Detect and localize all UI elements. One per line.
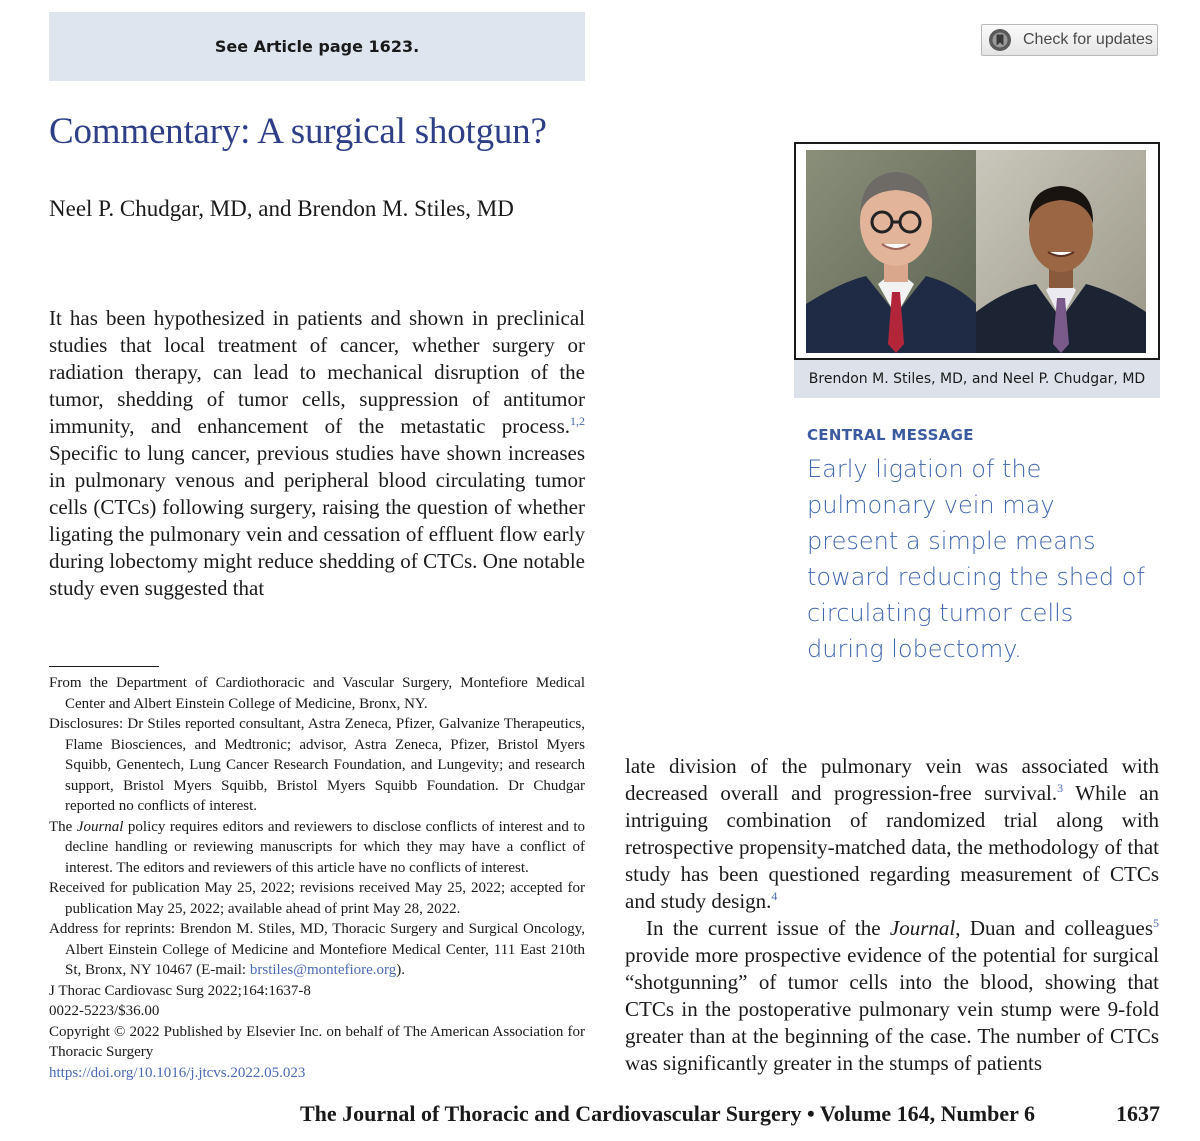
journal-italic: Journal: [889, 916, 956, 940]
body-text: late division of the pulmonary vein was associated with decreased overall and progression-free survival.: [625, 754, 1159, 805]
central-message-text: Early ligation of the pulmonary vein may present a simple means toward reducing the shed of circulating tumor cells during lobectomy.: [807, 455, 1145, 663]
author-photo-frame: [794, 142, 1160, 360]
address-note: Address for reprints: Brendon M. Stiles, MD, Thoracic Surgery and Surgical Oncology, Albert Einstein College of Medicine and Montefiore Medical Center, 111 East 210th St, Bronx, NY 10467 (E-mail: brstiles@montefiore.org).: [49, 921, 585, 978]
footer-journal: The Journal of Thoracic and Cardiovascular Surgery • Volume 164, Number 6: [300, 1101, 1035, 1126]
citation-note: J Thorac Cardiovasc Surg 2022;164:1637-8: [49, 982, 311, 999]
reference-link[interactable]: 1,2: [570, 414, 585, 428]
bookmark-circle-icon: [988, 28, 1012, 52]
doi-link-line: [49, 1063, 585, 1084]
reference-link[interactable]: 5: [1153, 916, 1159, 930]
article-title: Commentary: A surgical shotgun?: [49, 111, 547, 152]
disclosures-note: Disclosures: Dr Stiles reported consultant, Astra Zeneca, Pfizer, Galvanize Therapeutics, Flame Biosciences, and Medtronic; advisor, Astra Zeneca, Pfizer, Bristol Myers Squibb, Genentech, Lung Cancer Research Foundation, and Lungevity; and research support, Bristol Myers Squibb, Bristol Myers Squibb Foundation. Dr Chudgar reported no conflicts of interest.: [49, 716, 585, 814]
see-article-banner: [49, 12, 585, 81]
body-text: Specific to lung cancer, previous studies have shown increases in pulmonary venous and peripheral blood circulating tumor cells (CTCs) following surgery, raising the question of whether ligating the pulmonary vein and cessation of effluent flow early during lobectomy might reduce shedding of CTCs. One notable study even suggested that: [49, 441, 585, 600]
footnotes: [49, 673, 585, 1083]
body-column-right: [625, 753, 1159, 1077]
reference-link[interactable]: 3: [1057, 781, 1064, 795]
article-authors: Neel P. Chudgar, MD, and Brendon M. Stiles, MD: [49, 196, 514, 221]
email-link[interactable]: brstiles@montefiore.org: [249, 962, 397, 978]
check-for-updates-button[interactable]: [981, 24, 1158, 56]
body-text: In the current issue of the: [646, 916, 890, 940]
page-footer: [300, 1101, 1160, 1127]
author-photo: [796, 144, 1158, 358]
body-text: provide more prospective evidence of the potential for surgical “shotgunning” of tumor cells into the blood, showing that CTCs in the postoperative pulmonary vein stump were 9-fold greater than at the beginning of the case. The number of CTCs was significantly greater in the stumps of patients: [625, 943, 1159, 1075]
see-article-link[interactable]: See Article page 1623.: [214, 37, 420, 56]
issn-note: 0022-5223/$36.00: [49, 1003, 160, 1019]
footnote-divider: [49, 666, 159, 667]
copyright-note: Copyright © 2022 Published by Elsevier Inc. on behalf of The American Association for Thoracic Surgery: [49, 1023, 585, 1060]
photo-caption: Brendon M. Stiles, MD, and Neel P. Chudgar, MD: [794, 360, 1160, 398]
body-column-left: [49, 305, 585, 602]
body-text: It has been hypothesized in patients and shown in preclinical studies that local treatment of cancer, whether surgery or radiation therapy, can lead to mechanical disruption of the tumor, shedding of tumor cells, suppression of antitumor immunity, and enhancement of the metastatic process.: [49, 306, 585, 438]
policy-note: The Journal policy requires editors and reviewers to disclose conflicts of interest and to decline handling or reviewing manuscripts for which they may have a conflict of interest. The editors and reviewers of this article have no conflicts of interest.: [49, 818, 586, 876]
body-text: , Duan and colleagues: [955, 916, 1153, 940]
doi-link[interactable]: https://doi.org/10.1016/j.jtcvs.2022.05.023: [49, 1064, 306, 1081]
check-for-updates-label: Check for updates: [1023, 31, 1153, 48]
central-message-label: CENTRAL MESSAGE: [807, 426, 974, 444]
page-number: 1637: [1116, 1101, 1160, 1126]
received-note: Received for publication May 25, 2022; revisions received May 25, 2022; accepted for publication May 25, 2022; available ahead of print May 28, 2022.: [49, 880, 585, 917]
affiliation-note: From the Department of Cardiothoracic and Vascular Surgery, Montefiore Medical Center and Albert Einstein College of Medicine, Bronx, NY.: [49, 675, 585, 712]
body-text: While an intriguing combination of randomized trial along with retrospective propensity-matched data, the methodology of that study has been questioned regarding measurement of CTCs and study design.: [625, 781, 1159, 913]
reference-link[interactable]: 4: [771, 889, 778, 903]
